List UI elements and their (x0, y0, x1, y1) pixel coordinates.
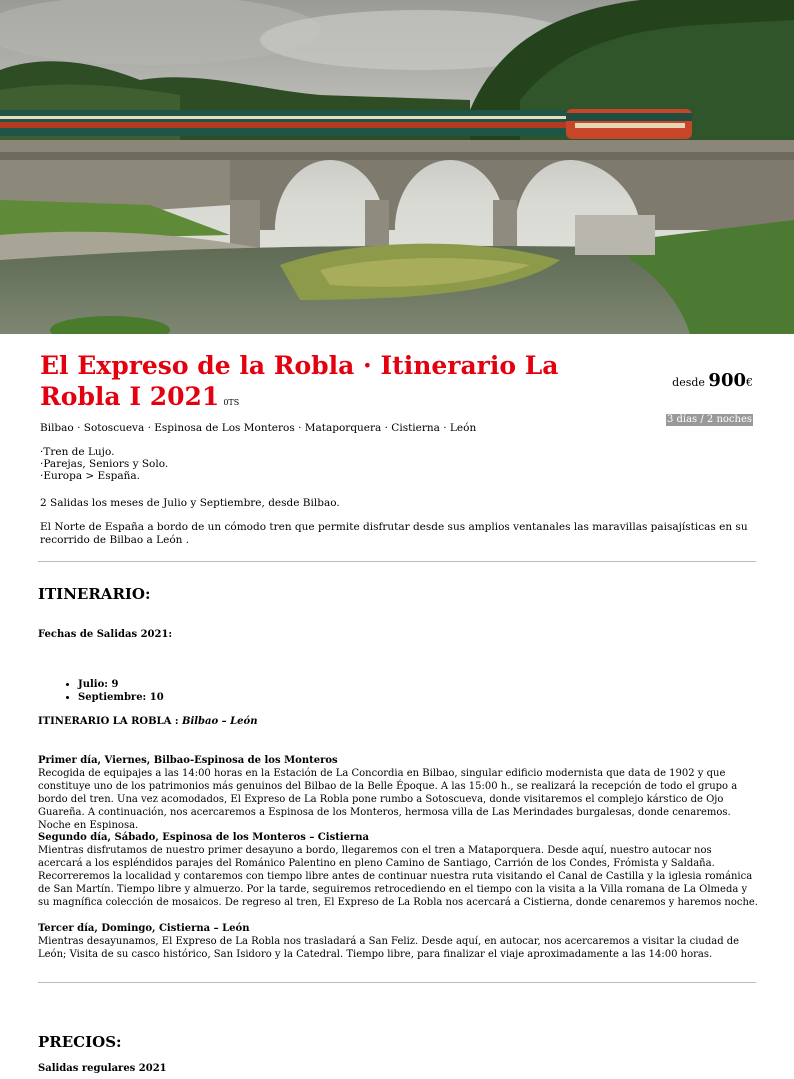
trip-title (40, 350, 640, 418)
feature-item: ·Parejas, Seniors y Solo. (40, 458, 169, 470)
hero-image (0, 0, 794, 334)
day-block (38, 922, 758, 961)
price-prefix: desde (672, 376, 705, 389)
trip-code: 0TS (223, 398, 240, 407)
route-heading (38, 716, 258, 727)
features-list (40, 446, 168, 482)
day-block (38, 831, 758, 909)
dates-heading: Fechas de Salidas 2021: (38, 629, 173, 640)
trip-title-text: El Expreso de la Robla · Itinerario La Robla I 2021 (40, 351, 559, 411)
feature-item: ·Tren de Lujo. (40, 446, 115, 458)
feature-item: ·Europa > España. (40, 470, 140, 482)
itinerary-heading: ITINERARIO: (38, 585, 151, 603)
day-text: Recogida de equipajes a las 14:00 horas en la Estación de La Concordia en Bilbao, singular edificio modernista que data de 1902 y que constituye uno de los patrimonios más genuinos del Bilbao de la Belle Époque. A las 15:00 h., se realizará la recepción de todo el grupo a bordo del tren. Una vez acomodados, El Expreso de La Robla pone rumbo a Sotoscueva, donde visitaremos el complejo kárstico de Ojo Guareña. A continuación, nos acercaremos a Espinosa de los Monteros, hermosa villa de Las Merindades burgalesas, donde cenaremos. Noche en Espinosa. (38, 768, 738, 831)
route-label: ITINERARIO LA ROBLA : (38, 716, 182, 727)
price-currency: € (746, 376, 753, 389)
day-title: Segundo día, Sábado, Espinosa de los Monteros – Cistierna (38, 832, 369, 843)
route-summary: Bilbao · Sotoscueva · Espinosa de Los Monteros · Mataporquera · Cistierna · León (40, 422, 477, 434)
dates-list (58, 678, 164, 704)
route-name: Bilbao – León (182, 716, 258, 727)
date-item: • Julio: 9 (78, 678, 164, 691)
duration-badge: 3 días / 2 noches (666, 414, 752, 425)
day-text: Mientras desayunamos, El Expreso de La Robla nos trasladará a San Feliz. Desde aquí, en autocar, nos acercaremos a visitar la ciudad de León; Visita de su casco histórico, San Isidoro y la Catedral. Tiempo libre, para finalizar el viaje aproximadamente a las 14:00 horas. (38, 936, 740, 960)
prices-heading: PRECIOS: (38, 1033, 122, 1051)
day-title: Tercer día, Domingo, Cistierna – León (38, 923, 250, 934)
prices-subheading: Salidas regulares 2021 (38, 1063, 167, 1074)
divider (38, 561, 756, 562)
price-amount: 900 (708, 370, 746, 391)
departures-summary: 2 Salidas los meses de Julio y Septiembre, desde Bilbao. (40, 497, 340, 509)
trip-description: El Norte de España a bordo de un cómodo tren que permite disfrutar desde sus amplios ventanales las maravillas paisajísticas en su recorrido de Bilbao a León . (40, 521, 748, 546)
day-text: Mientras disfrutamos de nuestro primer desayuno a bordo, llegaremos con el tren a Mataporquera. Desde aquí, nuestro autocar nos acercará a los espléndidos parajes del Románico Palentino en pleno Camino de Santiago, Carrión de los Condes, Frómista y Saldaña. Recorreremos la localidad y contaremos con tiempo libre antes de continuar nuestra ruta visitando el Canal de Castilla y la iglesia románica de San Martín. Tiempo libre y almuerzo. Por la tarde, seguiremos retrocediendo en el tiempo con la visita a la Villa romana de La Olmeda y su magnífica colección de mosaicos. De regreso al tren, El Expreso de La Robla nos acercará a Cistierna, donde cenaremos y haremos noche. (38, 845, 758, 908)
day-title: Primer día, Viernes, Bilbao-Espinosa de los Monteros (38, 755, 338, 766)
date-item: • Septiembre: 10 (78, 691, 164, 704)
divider (38, 982, 756, 983)
price-box (672, 370, 753, 391)
day-block (38, 754, 758, 832)
